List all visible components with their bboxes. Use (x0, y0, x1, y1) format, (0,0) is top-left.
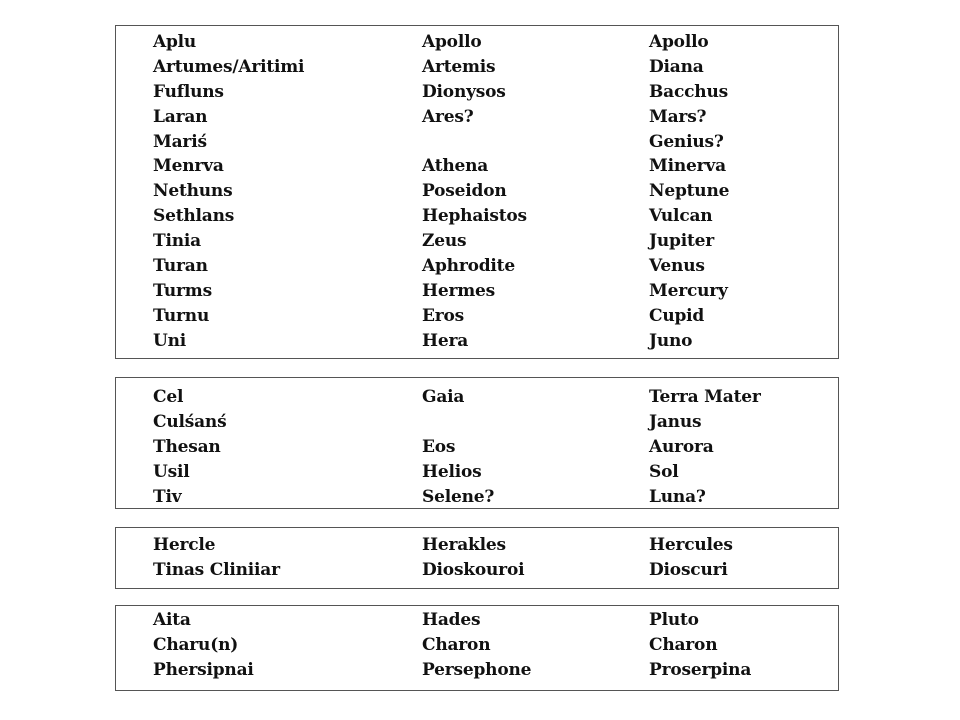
etruscan-name-cell: Fufluns (153, 81, 224, 102)
table-row (116, 329, 838, 354)
table-row (116, 385, 838, 410)
etruscan-name-cell: Culśanś (153, 411, 227, 432)
roman-name-cell: Janus (649, 411, 702, 432)
table-row (116, 558, 838, 583)
greek-name-cell: Dioskouroi (422, 559, 525, 580)
roman-name-cell: Vulcan (649, 206, 713, 227)
roman-name-cell: Cupid (649, 305, 705, 326)
table-row (116, 608, 838, 633)
roman-name-cell: Minerva (649, 156, 726, 177)
table-row (116, 130, 838, 155)
etruscan-name-cell: Tinia (153, 231, 201, 252)
greek-name-cell: Charon (422, 634, 491, 655)
etruscan-name-cell: Nethuns (153, 181, 233, 202)
roman-name-cell: Bacchus (649, 81, 728, 102)
roman-name-cell: Dioscuri (649, 559, 728, 580)
table-row (116, 460, 838, 485)
roman-name-cell: Charon (649, 634, 718, 655)
etruscan-name-cell: Usil (153, 461, 190, 482)
roman-name-cell: Mercury (649, 280, 728, 301)
table-row (116, 279, 838, 304)
etruscan-name-cell: Charu(n) (153, 634, 239, 655)
roman-name-cell: Diana (649, 56, 704, 77)
etruscan-name-cell: Artumes/Aritimi (153, 56, 305, 77)
table-row (116, 179, 838, 204)
table-row (116, 229, 838, 254)
roman-name-cell: Apollo (649, 32, 709, 52)
etruscan-name-cell: Cel (153, 387, 184, 407)
roman-name-cell: Terra Mater (649, 387, 761, 407)
etruscan-name-cell: Sethlans (153, 206, 235, 227)
roman-name-cell: Venus (649, 256, 705, 277)
greek-name-cell: Selene? (422, 486, 495, 507)
etruscan-name-cell: Turnu (153, 305, 210, 326)
table-row (116, 304, 838, 329)
greek-name-cell: Zeus (422, 231, 467, 252)
roman-name-cell: Pluto (649, 610, 699, 630)
table-row (116, 204, 838, 229)
roman-name-cell: Luna? (649, 486, 706, 507)
greek-name-cell: Artemis (422, 56, 496, 77)
table-row (116, 30, 838, 55)
greek-name-cell: Athena (422, 156, 489, 177)
etruscan-name-cell: Menrva (153, 156, 224, 177)
etruscan-name-cell: Hercle (153, 535, 216, 555)
table-panel-heroes (115, 527, 839, 589)
roman-name-cell: Genius? (649, 131, 724, 152)
table-row (116, 435, 838, 460)
etruscan-name-cell: Thesan (153, 436, 221, 457)
roman-name-cell: Jupiter (649, 231, 714, 252)
greek-name-cell: Helios (422, 461, 482, 482)
greek-name-cell: Poseidon (422, 181, 507, 202)
etruscan-name-cell: Tiv (153, 486, 182, 507)
roman-name-cell: Sol (649, 461, 679, 482)
roman-name-cell: Neptune (649, 181, 730, 202)
roman-name-cell: Juno (649, 330, 693, 351)
table-row (116, 254, 838, 279)
roman-name-cell: Mars? (649, 106, 707, 127)
table-row (116, 633, 838, 658)
roman-name-cell: Hercules (649, 535, 733, 555)
table-row (116, 154, 838, 179)
table-row (116, 658, 838, 683)
greek-name-cell: Eros (422, 305, 465, 326)
roman-name-cell: Proserpina (649, 659, 752, 680)
etruscan-name-cell: Turms (153, 280, 212, 301)
greek-name-cell: Gaia (422, 387, 465, 407)
etruscan-name-cell: Phersipnai (153, 659, 254, 680)
table-row (116, 410, 838, 435)
table-row (116, 80, 838, 105)
table-panel-underworld-deities (115, 605, 839, 691)
greek-name-cell: Ares? (422, 106, 474, 127)
etruscan-name-cell: Aita (153, 610, 191, 630)
greek-name-cell: Dionysos (422, 81, 506, 102)
etruscan-name-cell: Laran (153, 106, 208, 127)
roman-name-cell: Aurora (649, 436, 714, 457)
table-row (116, 485, 838, 510)
table-row (116, 533, 838, 558)
table-panel-cosmic-deities (115, 377, 839, 509)
table-row (116, 55, 838, 80)
etruscan-name-cell: Tinas Cliniiar (153, 559, 280, 580)
greek-name-cell: Hera (422, 330, 469, 351)
etruscan-name-cell: Mariś (153, 131, 207, 152)
greek-name-cell: Herakles (422, 535, 506, 555)
greek-name-cell: Apollo (422, 32, 482, 52)
greek-name-cell: Aphrodite (422, 256, 515, 277)
etruscan-name-cell: Aplu (153, 32, 197, 52)
greek-name-cell: Persephone (422, 659, 532, 680)
greek-name-cell: Hades (422, 610, 481, 630)
etruscan-name-cell: Uni (153, 330, 187, 351)
table-row (116, 105, 838, 130)
greek-name-cell: Hephaistos (422, 206, 527, 227)
table-panel-major-deities (115, 25, 839, 359)
greek-name-cell: Eos (422, 436, 456, 457)
etruscan-name-cell: Turan (153, 256, 208, 277)
greek-name-cell: Hermes (422, 280, 496, 301)
